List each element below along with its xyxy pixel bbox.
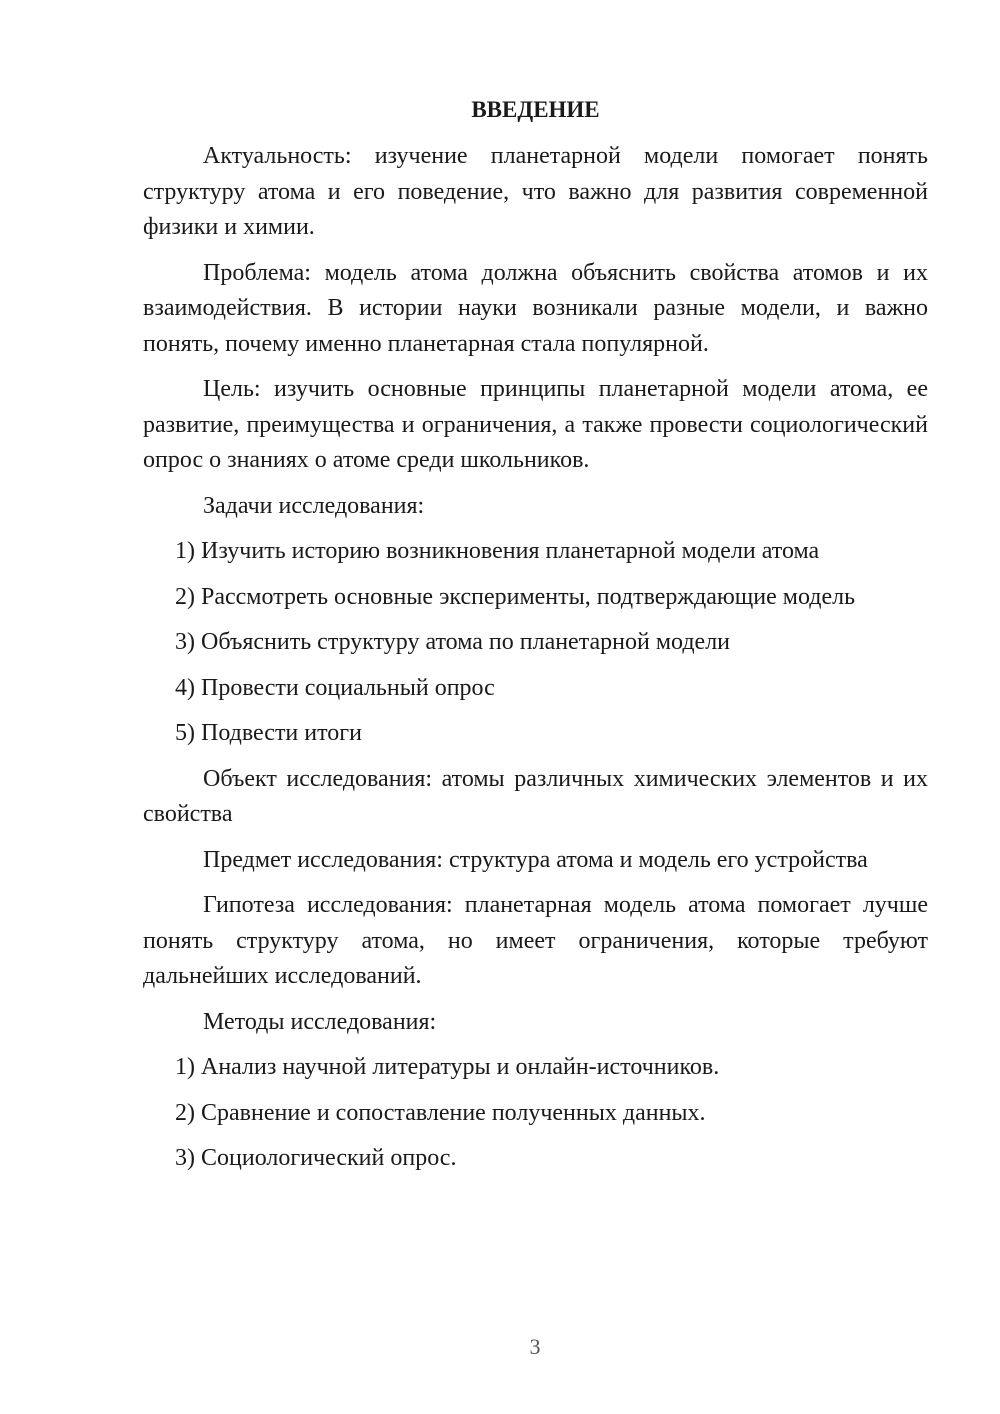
task-item-4: 4) Провести социальный опрос — [175, 674, 495, 701]
task-item-2: 2) Рассмотреть основные эксперименты, подтверждающие модель — [175, 583, 856, 610]
method-item-3: 3) Социологический опрос. — [175, 1145, 457, 1171]
task-item-3: 3) Объяснить структуру атома по планетарной модели — [175, 629, 731, 655]
method-item-1: 1) Анализ научной литературы и онлайн-источников. — [175, 1054, 720, 1080]
section-title: ВВЕДЕНИЕ — [471, 97, 600, 122]
relevance-paragraph: Актуальность: изучение планетарной модели помогает понять структуру атома и его поведение, что важно для развития современной физики и химии. — [143, 143, 928, 240]
tasks-list — [143, 534, 928, 752]
method-item-2: 2) Сравнение и сопоставление полученных данных. — [175, 1099, 706, 1126]
page-number: 3 — [529, 1334, 541, 1359]
hypothesis-paragraph: Гипотеза исследования: планетарная модель атома помогает лучше понять структуру атома, но имеет ограничения, которые требуют дальнейших исследований. — [143, 892, 928, 989]
task-item-5: 5) Подвести итоги — [175, 720, 362, 746]
page-content — [143, 92, 928, 1187]
subject-paragraph: Предмет исследования: структура атома и модель его устройства — [203, 846, 868, 873]
task-item-1: 1) Изучить историю возникновения планетарной модели атома — [175, 538, 820, 564]
tasks-heading: Задачи исследования: — [203, 492, 425, 519]
object-paragraph: Объект исследования: атомы различных химических элементов и их свойства — [143, 765, 928, 827]
methods-heading: Методы исследования: — [203, 1008, 437, 1035]
problem-paragraph: Проблема: модель атома должна объяснить свойства атомов и их взаимодействия. В истории науки возникали разные модели, и важно понять, почему именно планетарная стала популярной. — [143, 259, 928, 357]
methods-list — [143, 1050, 928, 1177]
goal-paragraph: Цель: изучить основные принципы планетарной модели атома, ее развитие, преимущества и ограничения, а также провести социологический опрос о знаниях о атоме среди школьников. — [143, 376, 928, 473]
